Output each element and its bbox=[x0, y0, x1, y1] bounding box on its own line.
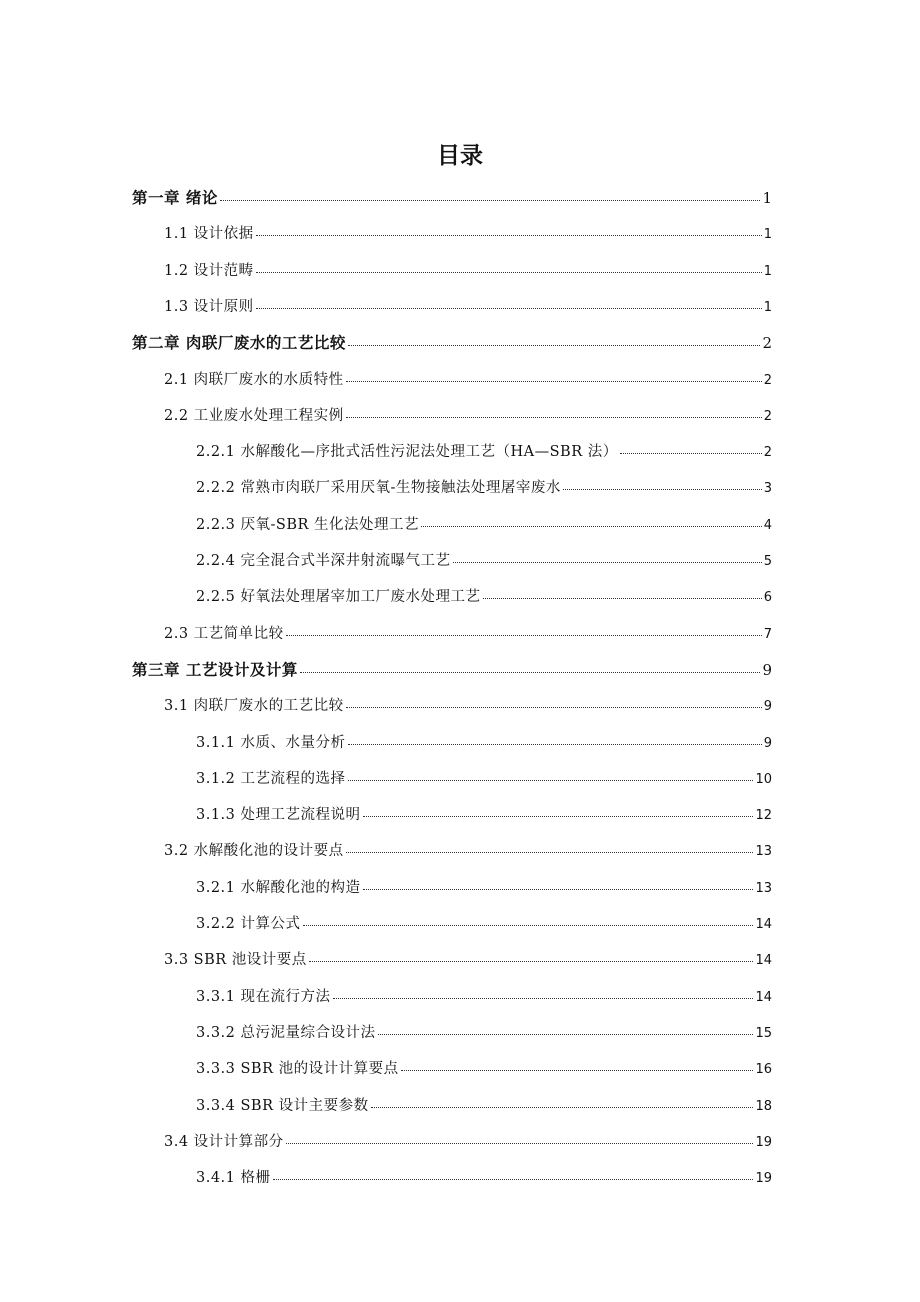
toc-section-entry[interactable] bbox=[164, 368, 772, 396]
toc-section-entry[interactable] bbox=[164, 1130, 772, 1158]
toc-page-number: 14 bbox=[755, 953, 772, 969]
toc-section-entry[interactable] bbox=[196, 513, 772, 541]
toc-page-number: 14 bbox=[755, 917, 772, 932]
toc-chapter-entry[interactable] bbox=[132, 331, 772, 359]
toc-chapter-entry[interactable] bbox=[132, 186, 772, 214]
toc-section-entry[interactable] bbox=[196, 476, 772, 504]
toc-title: 目录 bbox=[437, 143, 483, 169]
toc-entry-label: 3.3 SBR 池设计要点 bbox=[164, 952, 307, 969]
toc-page-number: 1 bbox=[763, 227, 772, 243]
toc-page-number: 15 bbox=[755, 1025, 772, 1041]
toc-dot-leader bbox=[286, 635, 762, 636]
toc-page-number: 19 bbox=[755, 1171, 772, 1187]
toc-entry-label: 2.2.4 完全混合式半深井射流曝气工艺 bbox=[196, 553, 451, 569]
toc-entry-label: 1.3 设计原则 bbox=[164, 298, 254, 315]
toc-section-entry[interactable] bbox=[196, 1166, 772, 1194]
toc-entry-label: 2.2.5 好氧法处理屠宰加工厂废水处理工艺 bbox=[196, 589, 481, 606]
toc-dot-leader bbox=[348, 780, 754, 781]
toc-section-entry[interactable] bbox=[196, 912, 772, 940]
toc-dot-leader bbox=[286, 1143, 754, 1144]
toc-entry-label: 2.2 工业废水处理工程实例 bbox=[164, 407, 344, 424]
toc-entry-label: 3.3.1 现在流行方法 bbox=[196, 988, 331, 1005]
toc-entry-label: 3.1.2 工艺流程的选择 bbox=[196, 770, 346, 787]
toc-entry-label: 3.3.2 总污泥量综合设计法 bbox=[196, 1024, 376, 1041]
toc-page-number: 1 bbox=[763, 263, 772, 279]
toc-page-number: 9 bbox=[762, 660, 772, 679]
toc-dot-leader bbox=[300, 672, 761, 673]
toc-page-number: 2 bbox=[763, 445, 772, 461]
toc-entry-label: 1.2 设计范畴 bbox=[164, 262, 254, 279]
toc-page-number: 3 bbox=[763, 481, 772, 497]
toc-dot-leader bbox=[256, 272, 762, 273]
toc-section-entry[interactable] bbox=[196, 731, 772, 759]
toc-dot-leader bbox=[453, 562, 762, 563]
toc-entry-label: 3.1.1 水质、水量分析 bbox=[196, 734, 346, 751]
toc-page-number: 1 bbox=[762, 189, 772, 207]
toc-page-number: 14 bbox=[755, 989, 772, 1005]
toc-section-entry[interactable] bbox=[196, 1057, 772, 1085]
toc-dot-leader bbox=[256, 308, 762, 309]
toc-entry-label: 3.2 水解酸化池的设计要点 bbox=[164, 843, 344, 860]
toc-entry-label: 3.2.2 计算公式 bbox=[196, 916, 301, 932]
toc-page-number: 9 bbox=[763, 735, 772, 751]
toc-page-number: 2 bbox=[763, 372, 772, 388]
toc-section-entry[interactable] bbox=[196, 803, 772, 831]
toc-page-number: 5 bbox=[763, 554, 772, 569]
toc-section-entry[interactable] bbox=[196, 985, 772, 1013]
toc-page-number: 7 bbox=[763, 626, 772, 642]
toc-dot-leader bbox=[220, 200, 761, 201]
toc-section-entry[interactable] bbox=[196, 440, 772, 468]
toc-page-number: 12 bbox=[755, 808, 772, 824]
toc-dot-leader bbox=[346, 381, 762, 382]
toc-dot-leader bbox=[346, 852, 754, 853]
toc-page-number: 4 bbox=[763, 517, 772, 533]
toc-section-entry[interactable] bbox=[164, 948, 772, 976]
toc-dot-leader bbox=[346, 707, 762, 708]
toc-page-number: 19 bbox=[755, 1134, 772, 1150]
toc-page-number: 6 bbox=[763, 590, 772, 606]
toc-dot-leader bbox=[273, 1179, 754, 1180]
toc-page-number: 16 bbox=[755, 1062, 772, 1078]
toc-entry-label: 3.3.4 SBR 设计主要参数 bbox=[196, 1097, 369, 1114]
toc-page-number: 1 bbox=[763, 299, 772, 315]
toc-dot-leader bbox=[563, 489, 762, 490]
toc-page-number: 10 bbox=[755, 771, 772, 787]
toc-page-number: 18 bbox=[755, 1098, 772, 1114]
toc-entry-label: 第三章 工艺设计及计算 bbox=[132, 660, 298, 679]
toc-dot-leader bbox=[483, 598, 762, 599]
toc-entry-label: 2.3 工艺简单比较 bbox=[164, 625, 284, 642]
toc-entry-label: 1.1 设计依据 bbox=[164, 226, 254, 243]
toc-section-entry[interactable] bbox=[164, 259, 772, 287]
toc-section-entry[interactable] bbox=[164, 694, 772, 722]
toc-entry-label: 2.2.2 常熟市肉联厂采用厌氧-生物接触法处理屠宰废水 bbox=[196, 480, 561, 497]
toc-dot-leader bbox=[401, 1070, 754, 1071]
toc-entry-label: 3.1.3 处理工艺流程说明 bbox=[196, 807, 361, 824]
toc-section-entry[interactable] bbox=[196, 876, 772, 904]
toc-dot-leader bbox=[620, 453, 762, 454]
toc-entry-label: 3.4.1 格栅 bbox=[196, 1170, 271, 1187]
toc-dot-leader bbox=[333, 998, 754, 999]
toc-section-entry[interactable] bbox=[164, 295, 772, 323]
toc-entry-label: 3.3.3 SBR 池的设计计算要点 bbox=[196, 1061, 399, 1078]
toc-chapter-entry[interactable] bbox=[132, 658, 772, 686]
toc-page-number: 9 bbox=[763, 699, 772, 715]
toc-section-entry[interactable] bbox=[196, 1021, 772, 1049]
toc-section-entry[interactable] bbox=[164, 404, 772, 432]
toc-entry-label: 第一章 绪论 bbox=[132, 189, 218, 207]
toc-dot-leader bbox=[348, 744, 762, 745]
toc-page-number: 2 bbox=[763, 408, 772, 424]
toc-page-number: 13 bbox=[755, 880, 772, 896]
toc-section-entry[interactable] bbox=[196, 767, 772, 795]
toc-entry-label: 3.1 肉联厂废水的工艺比较 bbox=[164, 698, 344, 715]
toc-entry-label: 2.2.3 厌氧-SBR 生化法处理工艺 bbox=[196, 516, 420, 533]
toc-section-entry[interactable] bbox=[196, 549, 772, 577]
toc-page-number: 13 bbox=[755, 844, 772, 860]
toc-entry-label: 3.2.1 水解酸化池的构造 bbox=[196, 879, 361, 896]
toc-section-entry[interactable] bbox=[164, 622, 772, 650]
toc-entry-label: 第二章 肉联厂废水的工艺比较 bbox=[132, 334, 346, 353]
toc-dot-leader bbox=[363, 889, 754, 890]
toc-dot-leader bbox=[371, 1107, 754, 1108]
toc-section-entry[interactable] bbox=[196, 1094, 772, 1122]
toc-section-entry[interactable] bbox=[164, 839, 772, 867]
toc-dot-leader bbox=[363, 816, 754, 817]
toc-entry-label: 3.4 设计计算部分 bbox=[164, 1133, 284, 1150]
toc-dot-leader bbox=[348, 345, 761, 346]
toc-dot-leader bbox=[421, 526, 762, 527]
toc-entry-label: 2.1 肉联厂废水的水质特性 bbox=[164, 371, 344, 388]
toc-entry-label: 2.2.1 水解酸化—序批式活性污泥法处理工艺（HA—SBR 法） bbox=[196, 444, 618, 461]
toc-dot-leader bbox=[309, 961, 754, 962]
toc-section-entry[interactable] bbox=[164, 222, 772, 250]
toc-dot-leader bbox=[303, 925, 754, 926]
toc-dot-leader bbox=[256, 235, 762, 236]
toc-section-entry[interactable] bbox=[196, 585, 772, 613]
toc-dot-leader bbox=[346, 417, 762, 418]
toc-page-number: 2 bbox=[762, 334, 772, 353]
toc-dot-leader bbox=[378, 1034, 754, 1035]
